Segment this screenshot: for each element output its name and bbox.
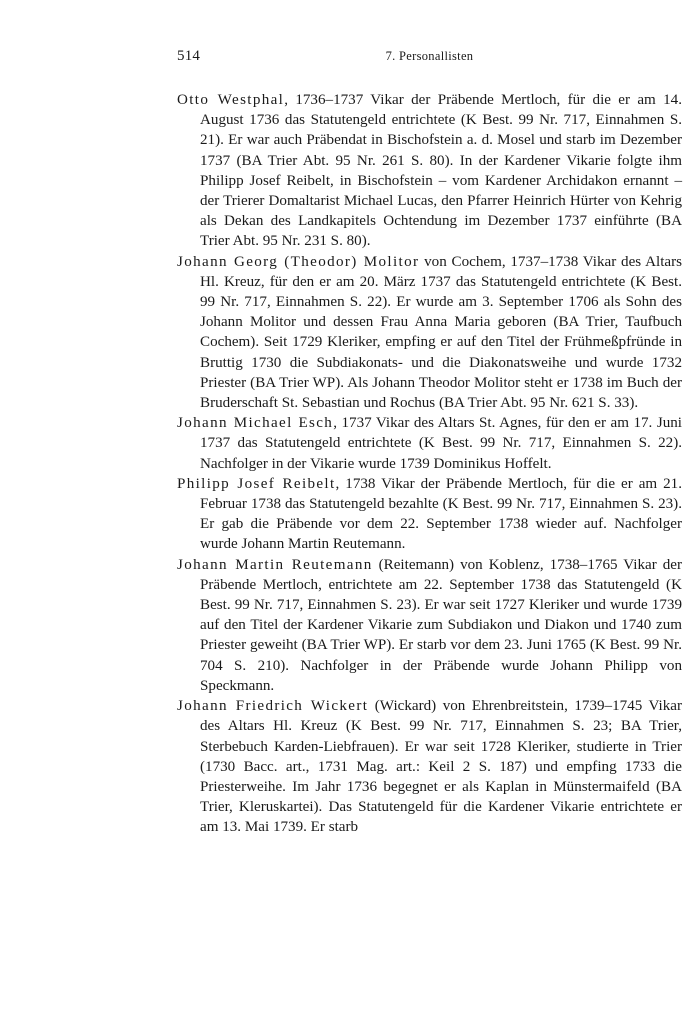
person-name: Philipp Josef Reibelt (177, 475, 336, 492)
person-list (177, 90, 682, 838)
person-entry-text: von Cochem, 1737–1738 Vikar des Altars Hl. Kreuz, für den er am 20. März 1737 das Statutengeld entrichtete (K Best. 99 Nr. 717, Einnahmen S. 22). Er wurde am 3. September 1706 als Sohn des Johann Molitor und dessen Frau Anna Maria geboren (BA Trier, Taufbuch Cochem). Seit 1729 Kleriker, empfing er auf den Titel der Frühmeßpfründe in Bruttig 1730 die Subdiakonats- und die Diakonatsweihe und wurde 1732 Priester (BA Trier WP). Als Johann Theodor Molitor steht er 1738 im Buch der Bruderschaft St. Sebastian und Rochus (BA Trier Abt. 95 Nr. 621 S. 33). (200, 253, 682, 412)
person-entry (177, 474, 682, 555)
person-entry-text: (Wickard) von Ehrenbreitstein, 1739–1745 Vikar des Altars Hl. Kreuz (K Best. 99 Nr. 717, Einnahmen S. 23; BA Trier, Sterbebuch Karden-Liebfrauen). Er war seit 1728 Kleriker, studierte in Trier (1730 Bacc. art., 1731 Mag. art.: Keil 2 S. 187) und empfing 1733 die Priesterweihe. Im Jahr 1736 begegnet er als Kaplan in Münstermaifeld (BA Trier, Kleruskartei). Das Statutengeld für die Kardener Vikarie entrichtete er am 13. Mai 1739. Er starb (200, 698, 682, 836)
person-name: Johann Michael Esch (177, 415, 334, 432)
person-entry (177, 555, 682, 696)
person-name: Johann Martin Reutemann (177, 556, 373, 573)
person-entry (177, 413, 682, 474)
person-entry (177, 90, 682, 252)
person-name: Johann Georg (Theodor) Molitor (177, 253, 420, 270)
person-entry-text: , 1738 Vikar der Präbende Mertloch, für die er am 21. Februar 1738 das Statutengeld bezahlte (K Best. 99 Nr. 717, Einnahmen S. 23). Er gab die Präbende vor dem 22. September 1738 wieder auf. Nachfolger wurde Johann Martin Reutemann. (200, 475, 682, 553)
person-entry-text: , 1737 Vikar des Altars St. Agnes, für den er am 17. Juni 1737 das Statutengeld entrichtete (K Best. 99 Nr. 717, Einnahmen S. 22). Nachfolger in der Vikarie wurde 1739 Dominikus Hoffelt. (200, 415, 682, 472)
person-entry (177, 252, 682, 414)
page-number: 514 (177, 48, 201, 64)
person-entry-text: , 1736–1737 Vikar der Präbende Mertloch, für die er am 14. August 1736 das Statutengeld entrichtete (K Best. 99 Nr. 717, Einnahmen S. 21). Er war auch Präbendat in Bischofstein a. d. Mosel und starb im Dezember 1737 (BA Trier Abt. 95 Nr. 261 S. 80). In der Kardener Vikarie folgte ihm Philipp Josef Reibelt, in Bischofstein – vom Kardener Archidakon ernannt – der Trierer Domaltarist Michael Lucas, den Pfarrer Heinrich Hürter von Kehrig als Dekan des Landkapitels Ochtendung im Dezember 1737 einführte (BA Trier Abt. 95 Nr. 231 S. 80). (200, 92, 682, 250)
person-name: Otto Westphal (177, 92, 285, 108)
person-entry-text: (Reitemann) von Koblenz, 1738–1765 Vikar der Präbende Mertloch, entrichtete am 22. September 1738 das Statutengeld (K Best. 99 Nr. 717, Einnahmen S. 23). Er war seit 1727 Kleriker und wurde 1739 auf den Titel der Kardener Vikarie zum Subdiakon und Diakon und 1740 zum Priester geweiht (BA Trier WP). Er starb vor dem 23. Juni 1765 (K Best. 99 Nr. 704 S. 210). Nachfolger in der Präbende wurde Johann Philipp von Speckmann. (200, 556, 682, 694)
page-header (177, 48, 682, 68)
running-head: 7. Personallisten (385, 49, 474, 63)
person-entry (177, 696, 682, 837)
person-name: Johann Friedrich Wickert (177, 698, 369, 715)
